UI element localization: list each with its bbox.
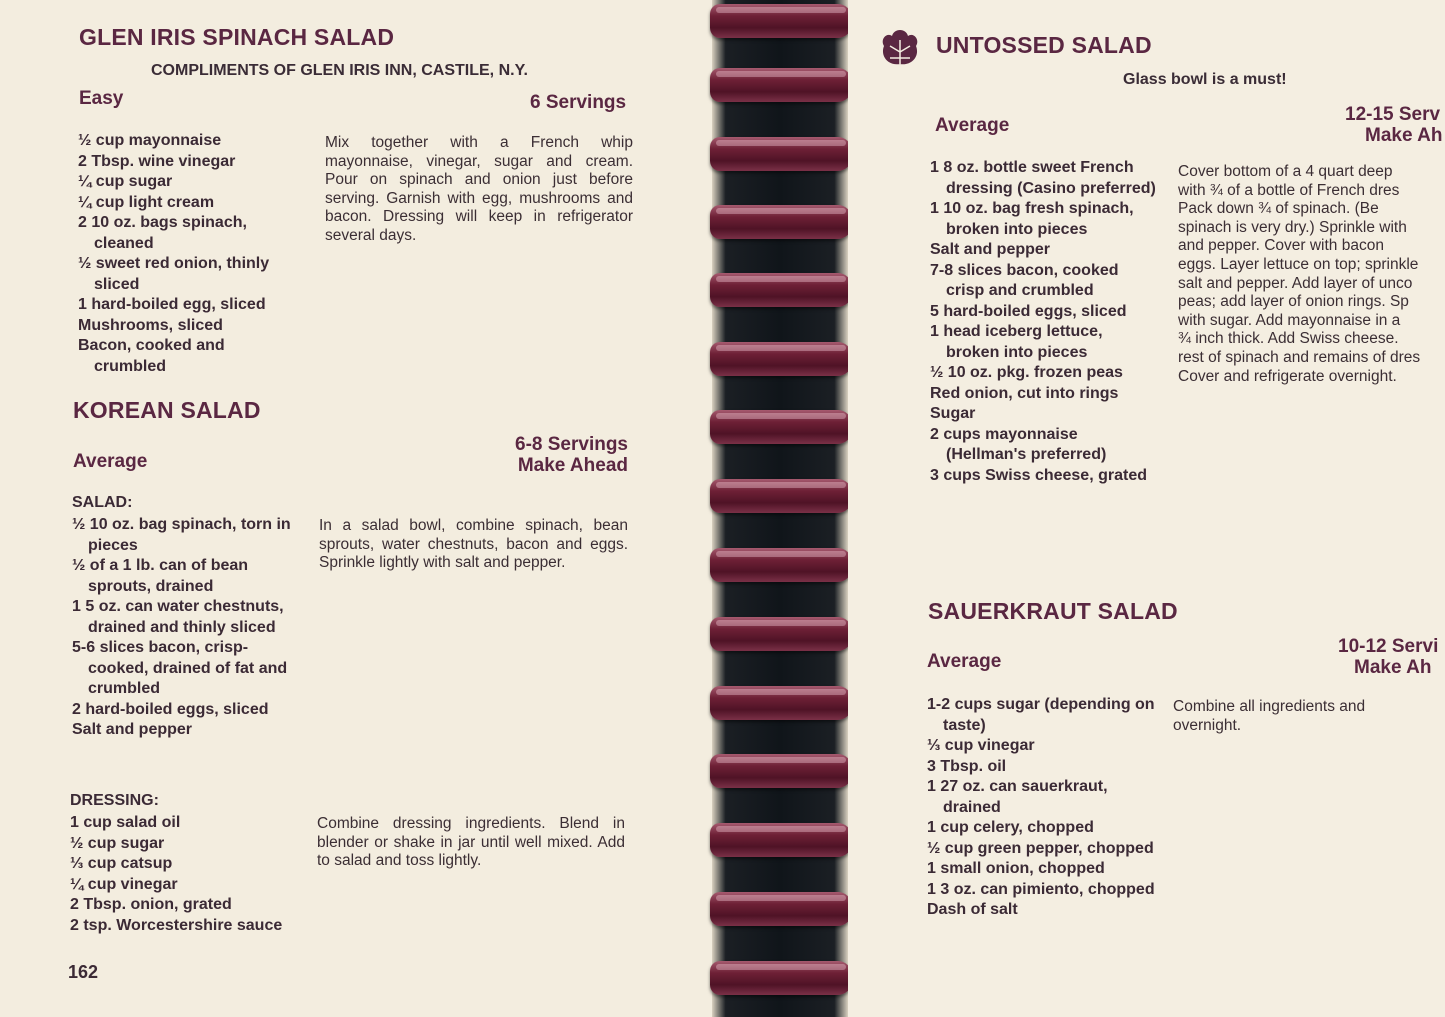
- ingredient: 1 head iceberg lettuce, broken into pieces: [930, 323, 1103, 361]
- ingredient: ⅓ cup vinegar: [927, 737, 1035, 754]
- ingredient: ⅓ cup catsup: [70, 855, 173, 872]
- untossed-servings-block: [1345, 104, 1442, 146]
- ingredient: ½ 10 oz. pkg. frozen peas: [930, 364, 1123, 381]
- ingredient: 2 10 oz. bags spinach, cleaned: [78, 214, 247, 252]
- glen-iris-credit: COMPLIMENTS OF GLEN IRIS INN, CASTILE, N.Y.: [151, 62, 528, 79]
- ingredient: ¼ cup vinegar: [70, 875, 178, 893]
- binding-ring: [710, 273, 852, 307]
- ingredient: 2 hard-boiled eggs, sliced: [72, 700, 269, 718]
- glen-iris-ingredients: [78, 131, 300, 377]
- ingredient: 5 hard-boiled eggs, sliced: [930, 302, 1127, 320]
- ingredient: 2 cups mayonnaise (Hellman's preferred): [930, 425, 1107, 463]
- sauerkraut-title: SAUERKRAUT SALAD: [928, 598, 1178, 624]
- korean-dressing-directions: Combine dressing ingredients. Blend in blender or shake in jar until well mixed. Add to salad and toss lightly.: [317, 815, 625, 870]
- binding-ring: [710, 205, 852, 239]
- ingredient: 1 5 oz. can water chestnuts, drained and thinly sliced: [72, 598, 284, 636]
- ingredient: 5-6 slices bacon, crisp-cooked, drained of fat and crumbled: [72, 639, 288, 697]
- korean-make-ahead: Make Ahead: [517, 455, 628, 476]
- ingredient: Salt and pepper: [72, 721, 193, 738]
- direction-line: Cover and refrigerate overnight.: [1178, 367, 1397, 385]
- grape-leaf-icon: [878, 26, 922, 76]
- binding-ring: [710, 961, 852, 995]
- ingredient: 1 cup celery, chopped: [927, 819, 1094, 836]
- direction-line: rest of spinach and remains of dres: [1178, 348, 1421, 366]
- direction-line: and pepper. Cover with bacon: [1178, 237, 1384, 255]
- binding-ring: [710, 342, 852, 376]
- direction-line: ¾ inch thick. Add Swiss cheese.: [1178, 330, 1399, 348]
- korean-title: KOREAN SALAD: [73, 397, 261, 423]
- sauerkraut-ingredients: [927, 695, 1159, 921]
- ingredient: 1-2 cups sugar (depending on taste): [927, 696, 1155, 734]
- ingredient: 2 Tbsp. wine vinegar: [78, 152, 236, 170]
- ingredient: ½ cup mayonnaise: [78, 132, 222, 149]
- binding-ring: [710, 4, 852, 38]
- direction-line: overnight.: [1173, 716, 1242, 734]
- sauerkraut-servings: 10-12 Servi: [1338, 636, 1439, 657]
- untossed-ingredients: [930, 158, 1160, 486]
- untossed-directions: [1178, 163, 1420, 386]
- ingredient: Mushrooms, sliced: [78, 316, 223, 334]
- ingredient: ¼ cup sugar: [78, 173, 173, 190]
- direction-line: salt and pepper. Add layer of unco: [1178, 274, 1413, 292]
- ingredient: 3 cups Swiss cheese, grated: [930, 466, 1147, 484]
- direction-line: Combine all ingredients and: [1173, 698, 1366, 715]
- binding-ring: [710, 686, 852, 720]
- korean-salad-ingredients: [72, 515, 302, 741]
- ingredient: ½ 10 oz. bag spinach, torn in pieces: [72, 516, 291, 554]
- korean-servings-block: [440, 434, 628, 476]
- binding-ring: [710, 68, 852, 102]
- ingredient: 1 hard-boiled egg, sliced: [78, 296, 266, 313]
- ingredient: 3 Tbsp. oil: [927, 757, 1007, 775]
- sauerkraut-directions: [1173, 698, 1365, 735]
- sauerkraut-difficulty: Average: [927, 651, 1002, 672]
- direction-line: with sugar. Add mayonnaise in a: [1178, 311, 1401, 329]
- korean-salad-label: SALAD:: [72, 494, 133, 511]
- korean-dressing-ingredients: [70, 813, 290, 936]
- binding-ring: [710, 548, 852, 582]
- untossed-make-ahead: Make Ah: [1365, 125, 1443, 146]
- ingredient: Bacon, cooked and crumbled: [78, 337, 225, 375]
- korean-dressing-label: DRESSING:: [70, 792, 159, 809]
- ingredient: 2 Tbsp. onion, grated: [70, 896, 232, 913]
- ingredient: Dash of salt: [927, 901, 1018, 918]
- ingredient: ½ cup sugar: [70, 834, 165, 852]
- binding-ring: [710, 823, 852, 857]
- ingredient: ¼ cup light cream: [78, 193, 215, 211]
- glen-iris-difficulty: Easy: [79, 88, 124, 109]
- ingredient: 1 small onion, chopped: [927, 860, 1105, 877]
- sauerkraut-make-ahead: Make Ah: [1354, 657, 1432, 678]
- ingredient: ½ of a 1 lb. can of bean sprouts, drained: [72, 557, 249, 595]
- sauerkraut-servings-block: [1338, 636, 1438, 678]
- binding-ring: [710, 479, 852, 513]
- ingredient: 1 cup salad oil: [70, 814, 181, 831]
- binding-ring: [710, 137, 852, 171]
- ingredient: ½ sweet red onion, thinly sliced: [78, 255, 270, 293]
- binding-ring: [710, 892, 852, 926]
- direction-line: Cover bottom of a 4 quart deep: [1178, 163, 1393, 180]
- glen-iris-title: GLEN IRIS SPINACH SALAD: [79, 24, 395, 50]
- ingredient: Red onion, cut into rings: [930, 384, 1119, 402]
- ingredient: 1 27 oz. can sauerkraut, drained: [927, 778, 1108, 816]
- direction-line: with ¾ of a bottle of French dres: [1178, 181, 1400, 199]
- ingredient: 1 8 oz. bottle sweet French dressing (Casino preferred): [930, 159, 1156, 197]
- ingredient: 2 tsp. Worcestershire sauce: [70, 916, 283, 934]
- left-page: [0, 0, 712, 1017]
- ingredient: 1 10 oz. bag fresh spinach, broken into pieces: [930, 200, 1134, 238]
- ingredient: Sugar: [930, 405, 976, 422]
- right-page: [848, 0, 1445, 1017]
- untossed-title: UNTOSSED SALAD: [936, 32, 1152, 58]
- korean-salad-directions: In a salad bowl, combine spinach, bean sprouts, water chestnuts, bacon and eggs. Sprinkle lightly with salt and pepper.: [319, 517, 628, 572]
- ingredient: ½ cup green pepper, chopped: [927, 839, 1154, 857]
- glen-iris-servings: 6 Servings: [530, 92, 627, 113]
- direction-line: Pack down ¾ of spinach. (Be: [1178, 200, 1379, 218]
- binding-ring: [710, 754, 852, 788]
- glen-iris-directions: Mix together with a French whip mayonnaise, vinegar, sugar and cream. Pour on spinach and onion just before serving. Garnish with egg, mushrooms and bacon. Dressing will keep in refrigerator several days.: [325, 134, 633, 244]
- page-number: 162: [68, 962, 99, 982]
- untossed-note: Glass bowl is a must!: [1123, 71, 1287, 88]
- binding-ring: [710, 410, 852, 444]
- untossed-difficulty: Average: [935, 115, 1010, 136]
- ingredient: Salt and pepper: [930, 241, 1051, 258]
- korean-servings: 6-8 Servings: [515, 434, 628, 455]
- korean-difficulty: Average: [73, 451, 148, 472]
- binding-ring: [710, 617, 852, 651]
- direction-line: spinach is very dry.) Sprinkle with: [1178, 218, 1407, 236]
- untossed-servings: 12-15 Serv: [1345, 104, 1441, 125]
- direction-line: peas; add layer of onion rings. Sp: [1178, 293, 1409, 311]
- direction-line: eggs. Layer lettuce on top; sprinkle: [1178, 255, 1419, 273]
- ingredient: 7-8 slices bacon, cooked crisp and crumbled: [930, 261, 1119, 299]
- ingredient: 1 3 oz. can pimiento, chopped: [927, 880, 1155, 898]
